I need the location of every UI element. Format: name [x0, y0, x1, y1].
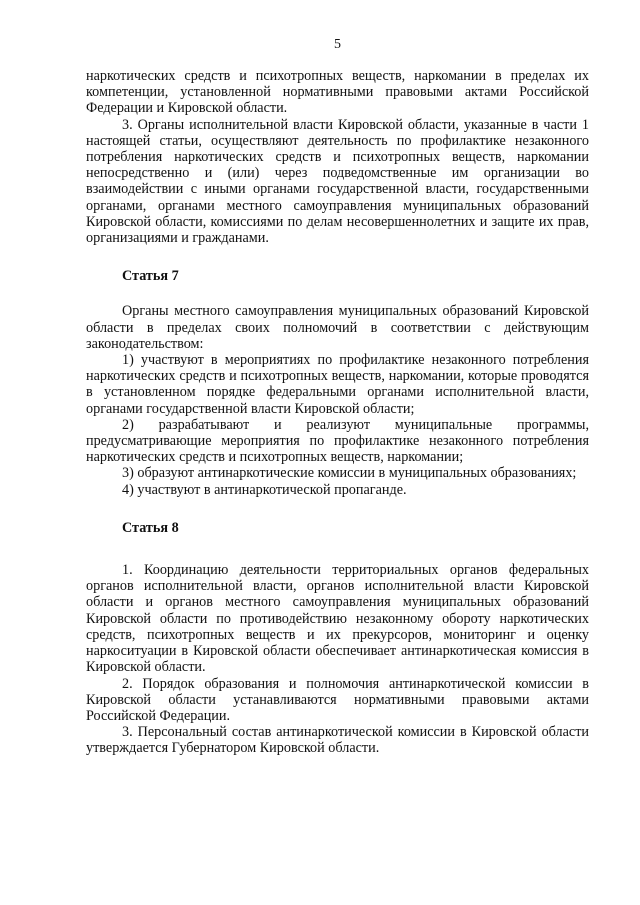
paragraph-article6-part3: 3. Органы исполнительной власти Кировской области, указанные в части 1 настоящей статьи, осуществляют деятельность по профилактике незаконного потребления наркотических средств и психотропных веществ, наркомании непосредственно и (или) через подведомственные им организации во взаимодействии с иными органами государственной власти, государственными органами, органами местного самоуправления муниципальных образований Кировской области, комиссиями по делам несовершеннолетних и защите их прав, организациями и гражданами. [86, 116, 589, 247]
heading-article-7: Статья 7 [122, 268, 179, 285]
paragraph-article7-item2: 2) разрабатывают и реализуют муниципальные программы, предусматривающие мероприятия по профилактике незаконного потребления наркотических средств и психотропных веществ, наркомании; [86, 416, 589, 466]
page-number: 5 [334, 37, 341, 52]
paragraph-article7-item4: 4) участвуют в антинаркотической пропаганде. [122, 481, 407, 498]
paragraph-article8-part3: 3. Персональный состав антинаркотической комиссии в Кировской области утверждается Губернатором Кировской области. [86, 724, 589, 757]
paragraph-article7-item1: 1) участвуют в мероприятиях по профилактике незаконного потребления наркотических средств и психотропных веществ, наркомании, которые проводятся в установленном порядке федеральными органами исполнительной власти, органами государственной власти Кировской области; [86, 352, 589, 417]
paragraph-article8-part2: 2. Порядок образования и полномочия антинаркотической комиссии в Кировской области устанавливаются нормативными правовыми актами Российской Федерации. [86, 675, 589, 724]
paragraph-article8-part1: 1. Координацию деятельности территориальных органов федеральных органов исполнительной власти, органов исполнительной власти Кировской области и органов местного самоуправления муниципальных образований Кировской области по противодействию незаконному обороту наркотических средств, психотропных веществ и их прекурсоров, мониторинг и оценку наркоситуации в Кировской области обеспечивает антинаркотическая комиссия в Кировской области. [86, 562, 589, 676]
paragraph-continuation: наркотических средств и психотропных веществ, наркомании в пределах их компетенции, установленной нормативными правовыми актами Российской Федерации и Кировской области. [86, 68, 589, 117]
paragraph-article7-item3: 3) образуют антинаркотические комиссии в муниципальных образованиях; [122, 465, 577, 482]
paragraph-article7-intro: Органы местного самоуправления муниципальных образований Кировской области в пределах своих полномочий в соответствии с действующим законодательством: [86, 303, 589, 352]
document-page [86, 36, 589, 886]
heading-article-8: Статья 8 [122, 519, 179, 536]
